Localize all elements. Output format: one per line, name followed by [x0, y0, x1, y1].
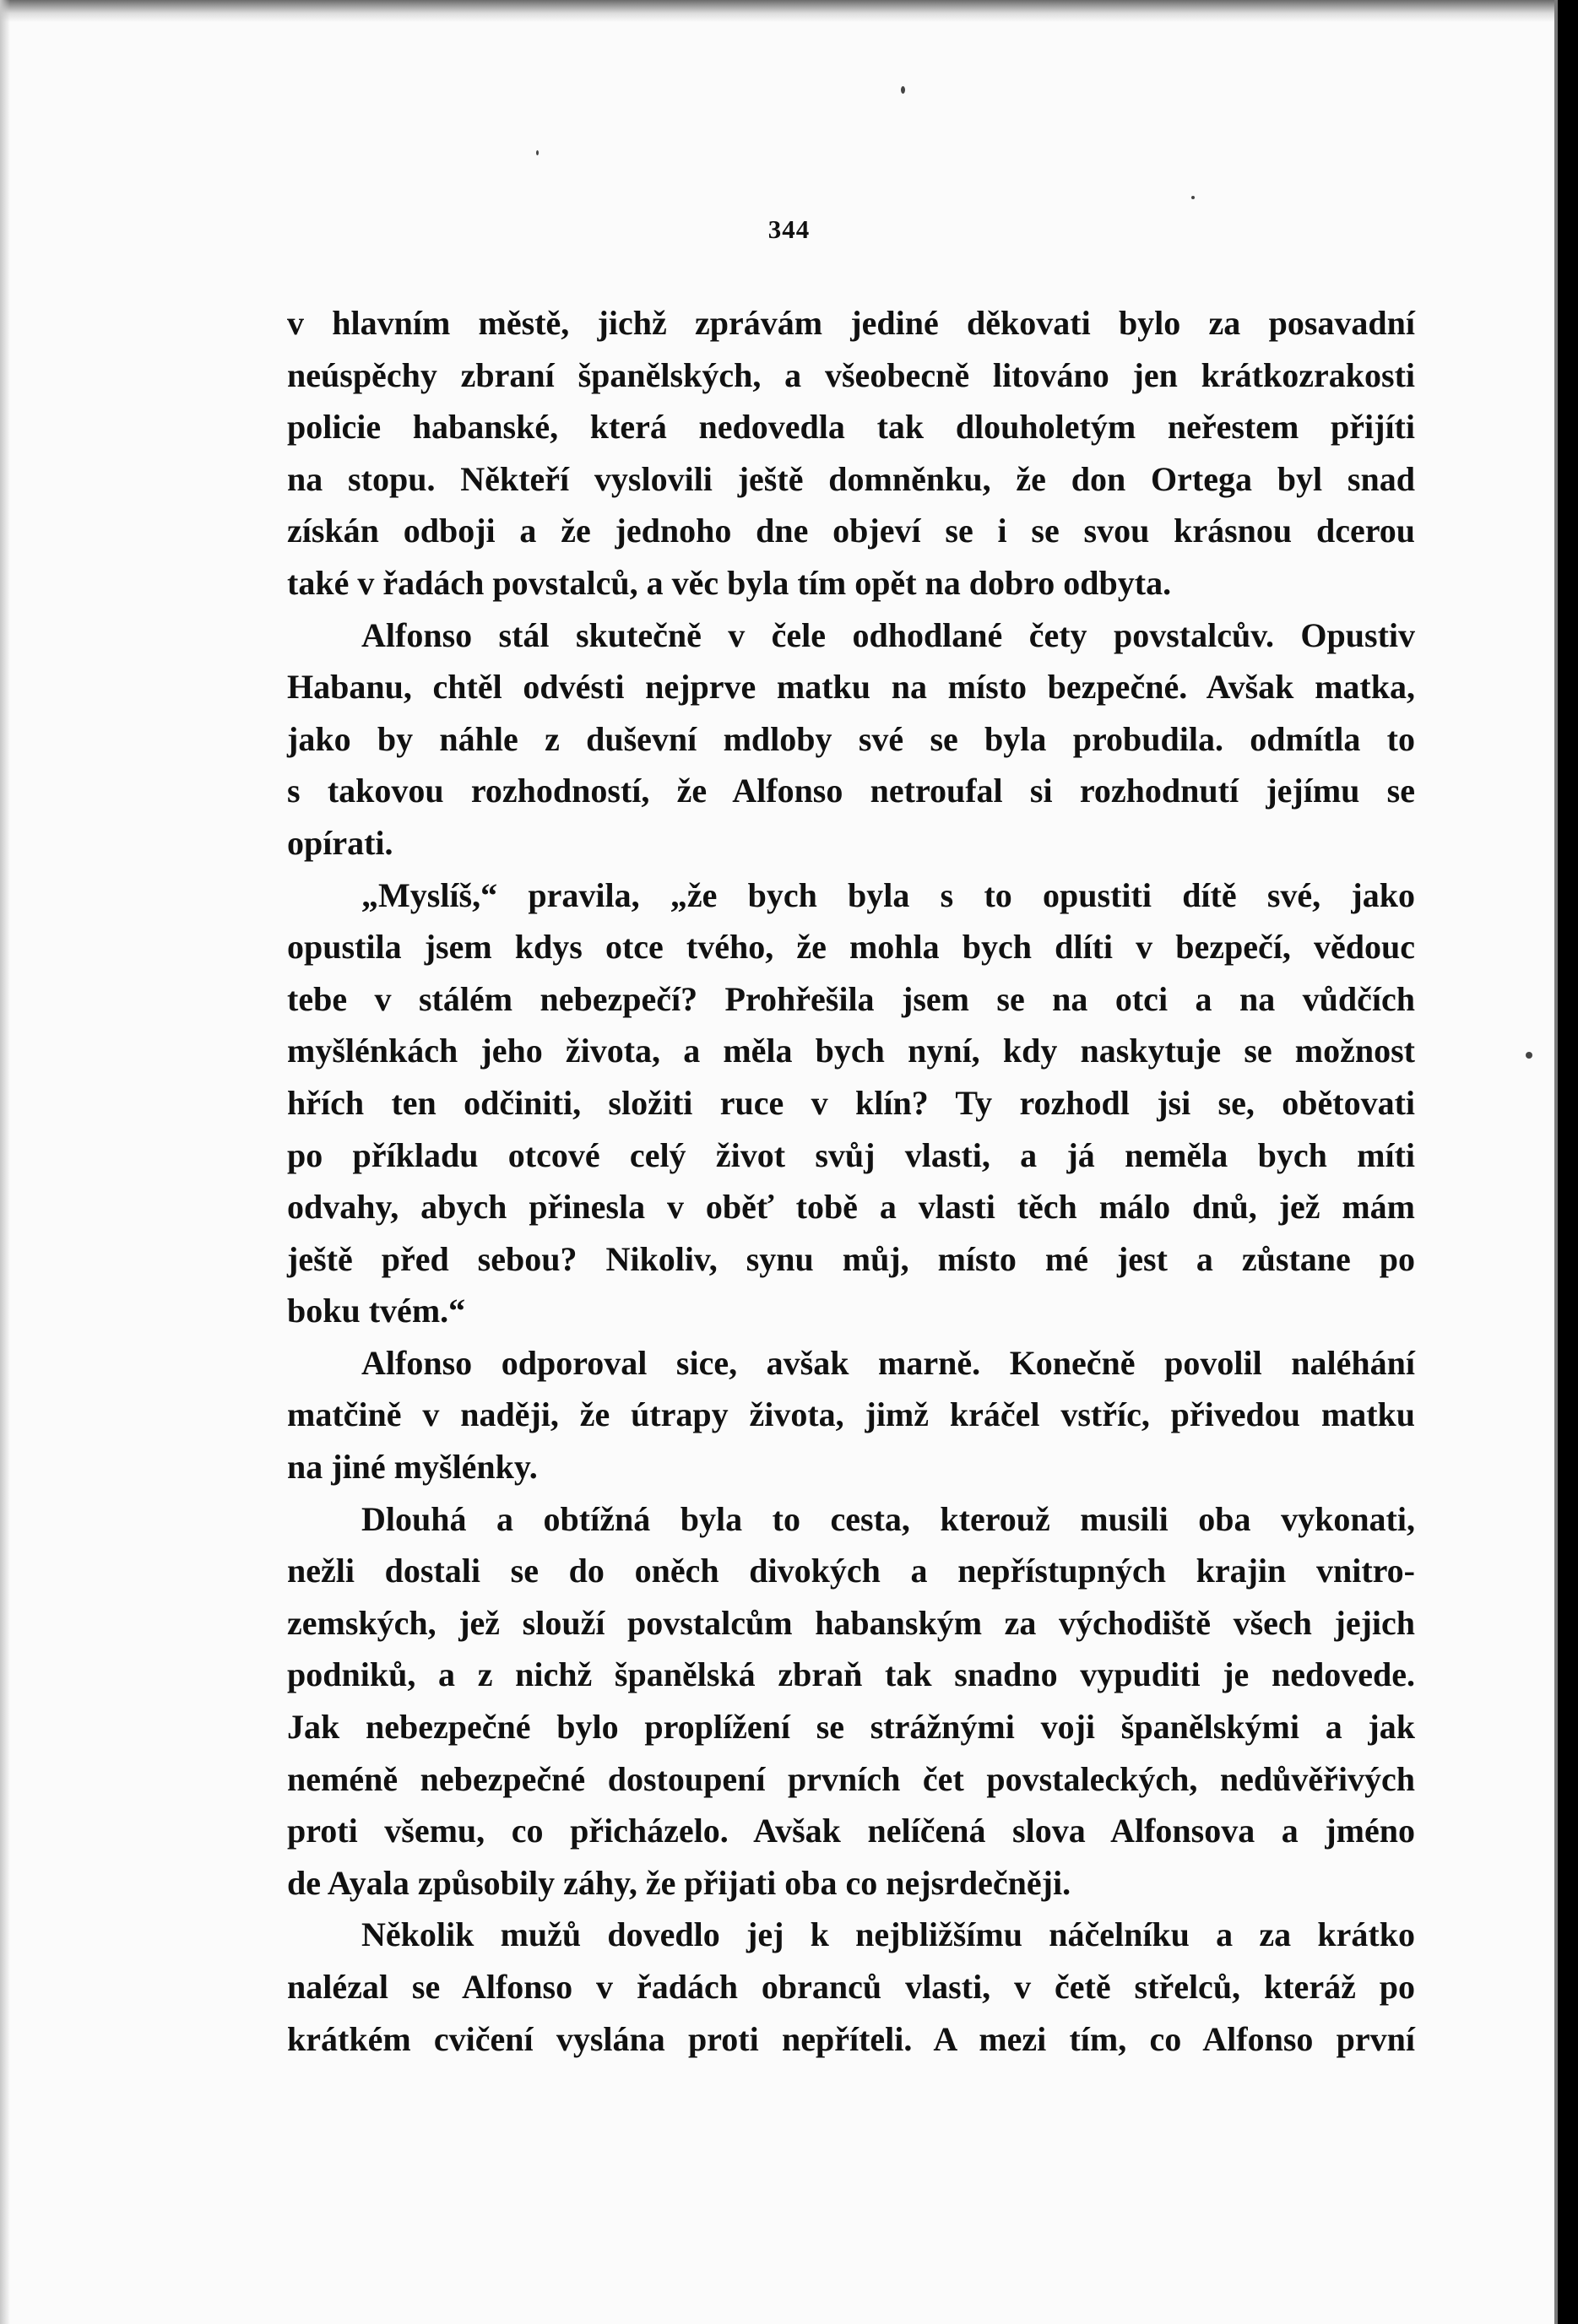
scan-speck: [1191, 196, 1195, 199]
text-line: neúspěchy zbraní španělských, a všeobecně litováno jen krátkozrakosti: [287, 355, 1415, 394]
text-line: matčině v naději, že útrapy života, jimž kráčel vstříc, přivedou matku: [287, 1395, 1415, 1434]
text-line: Jak nebezpečné bylo proplížení se strážnými voji španělskými a jak: [287, 1708, 1415, 1747]
text-line: ještě před sebou? Nikoliv, synu můj, místo mé jest a zůstane po: [287, 1239, 1415, 1278]
text-line: Habanu, chtěl odvésti nejprve matku na místo bezpečné. Avšak matka,: [287, 668, 1415, 707]
right-scan-edge-black: [1558, 0, 1578, 2324]
body-text: [287, 297, 1415, 2065]
text-line: na stopu. Někteří vyslovili ještě domněnku, že don Ortega byl snad: [287, 459, 1415, 498]
text-line: Dlouhá a obtížná byla to cesta, kterouž musili oba vykonati,: [361, 1499, 1415, 1538]
text-line: s takovou rozhodností, že Alfonso netroufal si rozhodnutí jejímu se: [287, 772, 1415, 810]
text-line: neméně nebezpečné dostoupení prvních čet povstaleckých, nedůvěřivých: [287, 1759, 1415, 1798]
text-line: boku tvém.“: [287, 1292, 466, 1330]
text-line: nalézal se Alfonso v řadách obranců vlasti, v četě střelců, kteráž po: [287, 1968, 1415, 2006]
text-line: podniků, a z nichž španělská zbraň tak snadno vypuditi je nedovede.: [287, 1655, 1415, 1694]
text-line: také v řadách povstalců, a věc byla tím opět na dobro odbyta.: [287, 563, 1172, 602]
text-line: opírati.: [287, 823, 393, 862]
text-line: policie habanské, která nedovedla tak dlouholetým neřestem přijíti: [287, 408, 1415, 447]
scan-speck: [1526, 1052, 1532, 1059]
text-line: jako by náhle z duševní mdloby své se byla probudila. odmítla to: [287, 719, 1415, 758]
text-line: Alfonso stál skutečně v čele odhodlané čety povstalcův. Opustiv: [361, 615, 1415, 654]
text-line: získán odboji a že jednoho dne objeví se i se svou krásnou dcerou: [287, 512, 1415, 550]
text-line: hřích ten odčiniti, složiti ruce v klín? Ty rozhodl jsi se, obětovati: [287, 1083, 1415, 1122]
text-line: Alfonso odporoval sice, avšak marně. Konečně povolil naléhání: [361, 1343, 1415, 1382]
text-line: po příkladu otcové celý život svůj vlasti, a já neměla bych míti: [287, 1135, 1415, 1174]
text-line: myšlénkách jeho života, a měla bych nyní, kdy naskytuje se možnost: [287, 1032, 1415, 1070]
text-line: „Myslíš,“ pravila, „že bych byla s to opustiti dítě své, jako: [361, 875, 1415, 914]
text-line: na jiné myšlénky.: [287, 1448, 538, 1487]
scan-speck: [536, 150, 539, 155]
text-line: v hlavním městě, jichž zprávám jediné děkovati bylo za posavadní: [287, 304, 1415, 342]
page-number: 344: [767, 214, 811, 244]
text-line: proti všemu, co přicházelo. Avšak nelíčená slova Alfonsova a jméno: [287, 1812, 1415, 1850]
text-line: opustila jsem kdys otce tvého, že mohla bych dlíti v bezpečí, vědouc: [287, 928, 1415, 967]
text-line: tebe v stálém nebezpečí? Prohřešila jsem se na otci a na vůdčích: [287, 979, 1415, 1018]
text-line: nežli dostali se do oněch divokých a nepřístupných krajin vnitro-: [287, 1552, 1415, 1590]
scan-speck: [901, 86, 905, 94]
text-line: Několik mužů dovedlo jej k nejbližšímu náčelníku a za krátko: [361, 1915, 1415, 1954]
text-line: odvahy, abych přinesla v oběť tobě a vlasti těch málo dnů, jež mám: [287, 1188, 1415, 1227]
left-scan-shadow: [0, 0, 10, 2324]
text-line: zemských, jež slouží povstalcům habanským za východiště všech jejich: [287, 1603, 1415, 1642]
text-line: krátkém cvičení vyslána proti nepříteli. A mezi tím, co Alfonso první: [287, 2019, 1415, 2058]
text-line: de Ayala způsobily záhy, že přijati oba co nejsrdečněji.: [287, 1863, 1071, 1902]
top-scan-shadow: [0, 0, 1558, 22]
